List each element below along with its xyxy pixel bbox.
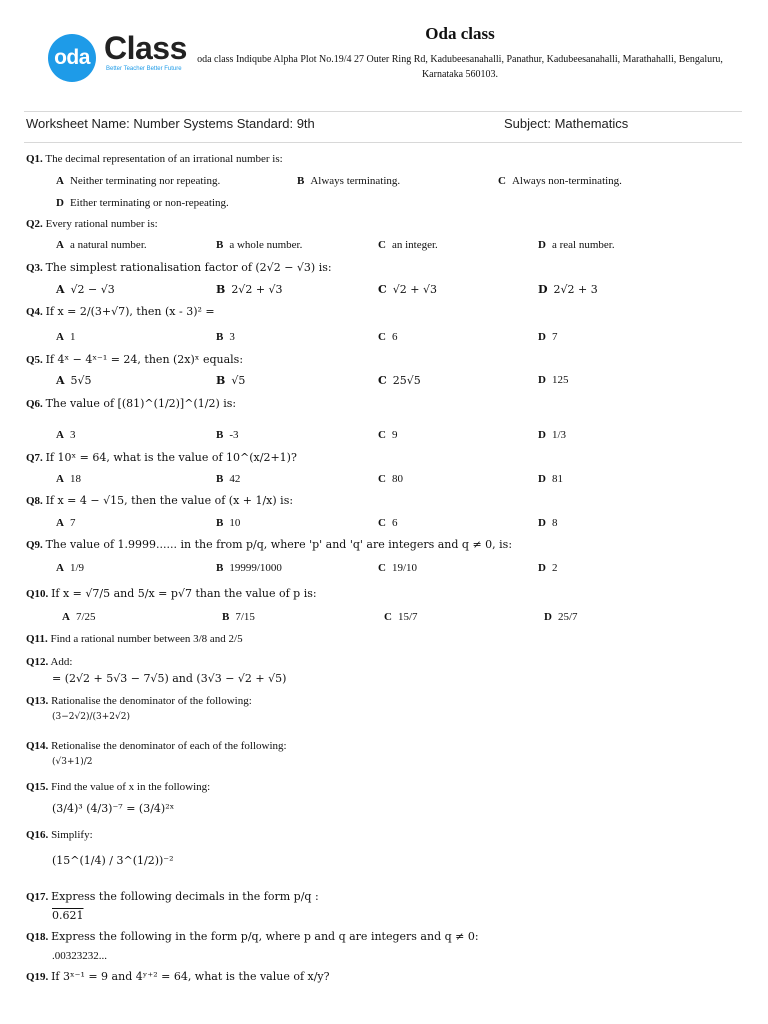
option-d: D 25/7: [544, 611, 578, 623]
option-b: B 7/15: [222, 611, 255, 623]
option-c: C 6: [378, 517, 398, 529]
option-d: D 2: [538, 562, 558, 574]
header-divider: [24, 111, 742, 112]
option-c: C 19/10: [378, 562, 418, 574]
question-4: Q4. If x = 2/(3+√7), then (x - 3)² =: [26, 305, 215, 318]
question-16-expression: (15^(1/4) / 3^(1/2))⁻²: [52, 854, 174, 867]
option-a: A 7: [56, 517, 76, 529]
question-19: Q19. If 3ˣ⁻¹ = 9 and 4ʸ⁺² = 64, what is the value of x/y?: [26, 970, 330, 983]
question-17: Q17. Express the following decimals in the form p/q :: [26, 890, 319, 903]
meta-divider: [24, 142, 742, 143]
option-a: A √2 − √3: [56, 283, 115, 296]
question-5: Q5. If 4ˣ − 4ˣ⁻¹ = 24, then (2x)ˣ equals:: [26, 353, 244, 366]
option-c: C 25√5: [378, 374, 421, 387]
subject-label: Subject: Mathematics: [504, 116, 629, 131]
question-8: Q8. If x = 4 − √15, then the value of (x + 1/x) is:: [26, 494, 294, 507]
option-b: B 42: [216, 473, 241, 485]
question-text: The decimal representation of an irrational number is:: [45, 153, 283, 165]
option-a: A Neither terminating nor repeating.: [56, 175, 221, 187]
org-name: Oda class: [425, 24, 495, 43]
question-11: Q11. Find a rational number between 3/8 and 2/5: [26, 633, 243, 645]
option-d: D a real number.: [538, 239, 615, 251]
question-14: Q14. Retionalise the denominator of each of the following:: [26, 740, 287, 752]
option-d: D 81: [538, 473, 563, 485]
option-a: A 7/25: [62, 611, 96, 623]
option-d: D 7: [538, 331, 558, 343]
question-2: Q2. Every rational number is:: [26, 218, 158, 230]
org-address: oda class Indiqube Alpha Plot No.19/4 27 Outer Ring Rd, Kadubeesanahalli, Panathur, Kadubeesanahalli, Marathahalli, Bengaluru, Karnataka 560103.: [197, 54, 723, 80]
question-18-expression: .00323232...: [52, 950, 107, 962]
option-c: C √2 + √3: [378, 283, 437, 296]
question-12: Q12. Add:: [26, 656, 73, 668]
option-b: B 2√2 + √3: [216, 283, 283, 296]
option-b: B 19999/1000: [216, 562, 282, 574]
option-a: A 5√5: [56, 374, 92, 387]
question-14-expression: (√3+1)/2: [52, 757, 93, 767]
option-b: B √5: [216, 374, 246, 387]
question-7: Q7. If 10ˣ = 64, what is the value of 10^(x/2+1)?: [26, 451, 297, 464]
logo-wordmark: Class: [104, 30, 187, 66]
option-c: C 6: [378, 331, 398, 343]
question-13: Q13. Rationalise the denominator of the following:: [26, 695, 252, 707]
option-d: D 125: [538, 374, 569, 386]
option-c: C 80: [378, 473, 403, 485]
option-b: B 10: [216, 517, 241, 529]
option-c: C an integer.: [378, 239, 438, 251]
question-17-expression: 0.621: [52, 909, 84, 922]
option-c: C Always non-terminating.: [498, 175, 622, 187]
option-a: A a natural number.: [56, 239, 147, 251]
question-3: Q3. The simplest rationalisation factor of (2√2 − √3) is:: [26, 261, 332, 274]
option-a: A 1: [56, 331, 76, 343]
question-1: [26, 153, 283, 165]
option-c: C 15/7: [384, 611, 418, 623]
option-a: A 3: [56, 429, 76, 441]
question-13-expression: (3−2√2)/(3+2√2): [52, 712, 130, 722]
option-b: B -3: [216, 429, 239, 441]
option-d: D 2√2 + 3: [538, 283, 598, 296]
question-number: Q1.: [26, 153, 43, 165]
option-d: D 8: [538, 517, 558, 529]
option-b: B Always terminating.: [297, 175, 401, 187]
option-b: B 3: [216, 331, 235, 343]
question-18: Q18. Express the following in the form p/q, where p and q are integers and q ≠ 0:: [26, 930, 479, 943]
question-6: Q6. The value of [(81)^(1/2)]^(1/2) is:: [26, 397, 237, 410]
worksheet-name: Worksheet Name: Number Systems Standard: 9th: [26, 116, 315, 131]
option-b: B a whole number.: [216, 239, 303, 251]
question-15-expression: (3/4)³ (4/3)⁻⁷ = (3/4)²ˣ: [52, 802, 175, 815]
option-d: D 1/3: [538, 429, 567, 441]
question-10: Q10. If x = √7/5 and 5/x = p√7 than the value of p is:: [26, 587, 317, 600]
question-16: Q16. Simplify:: [26, 829, 93, 841]
question-12-expression: = (2√2 + 5√3 − 7√5) and (3√3 − √2 + √5): [52, 672, 287, 685]
option-d: D Either terminating or non-repeating.: [56, 197, 229, 209]
question-9: Q9. The value of 1.9999...... in the from p/q, where 'p' and 'q' are integers and q ≠ 0, is:: [26, 538, 513, 551]
question-15: Q15. Find the value of x in the following:: [26, 781, 211, 793]
logo-tagline: Better Teacher Better Future: [106, 66, 182, 72]
option-a: A 18: [56, 473, 81, 485]
oda-logo-icon: oda: [48, 34, 96, 82]
document-header: [0, 0, 768, 112]
option-c: C 9: [378, 429, 398, 441]
option-a: A 1/9: [56, 562, 85, 574]
